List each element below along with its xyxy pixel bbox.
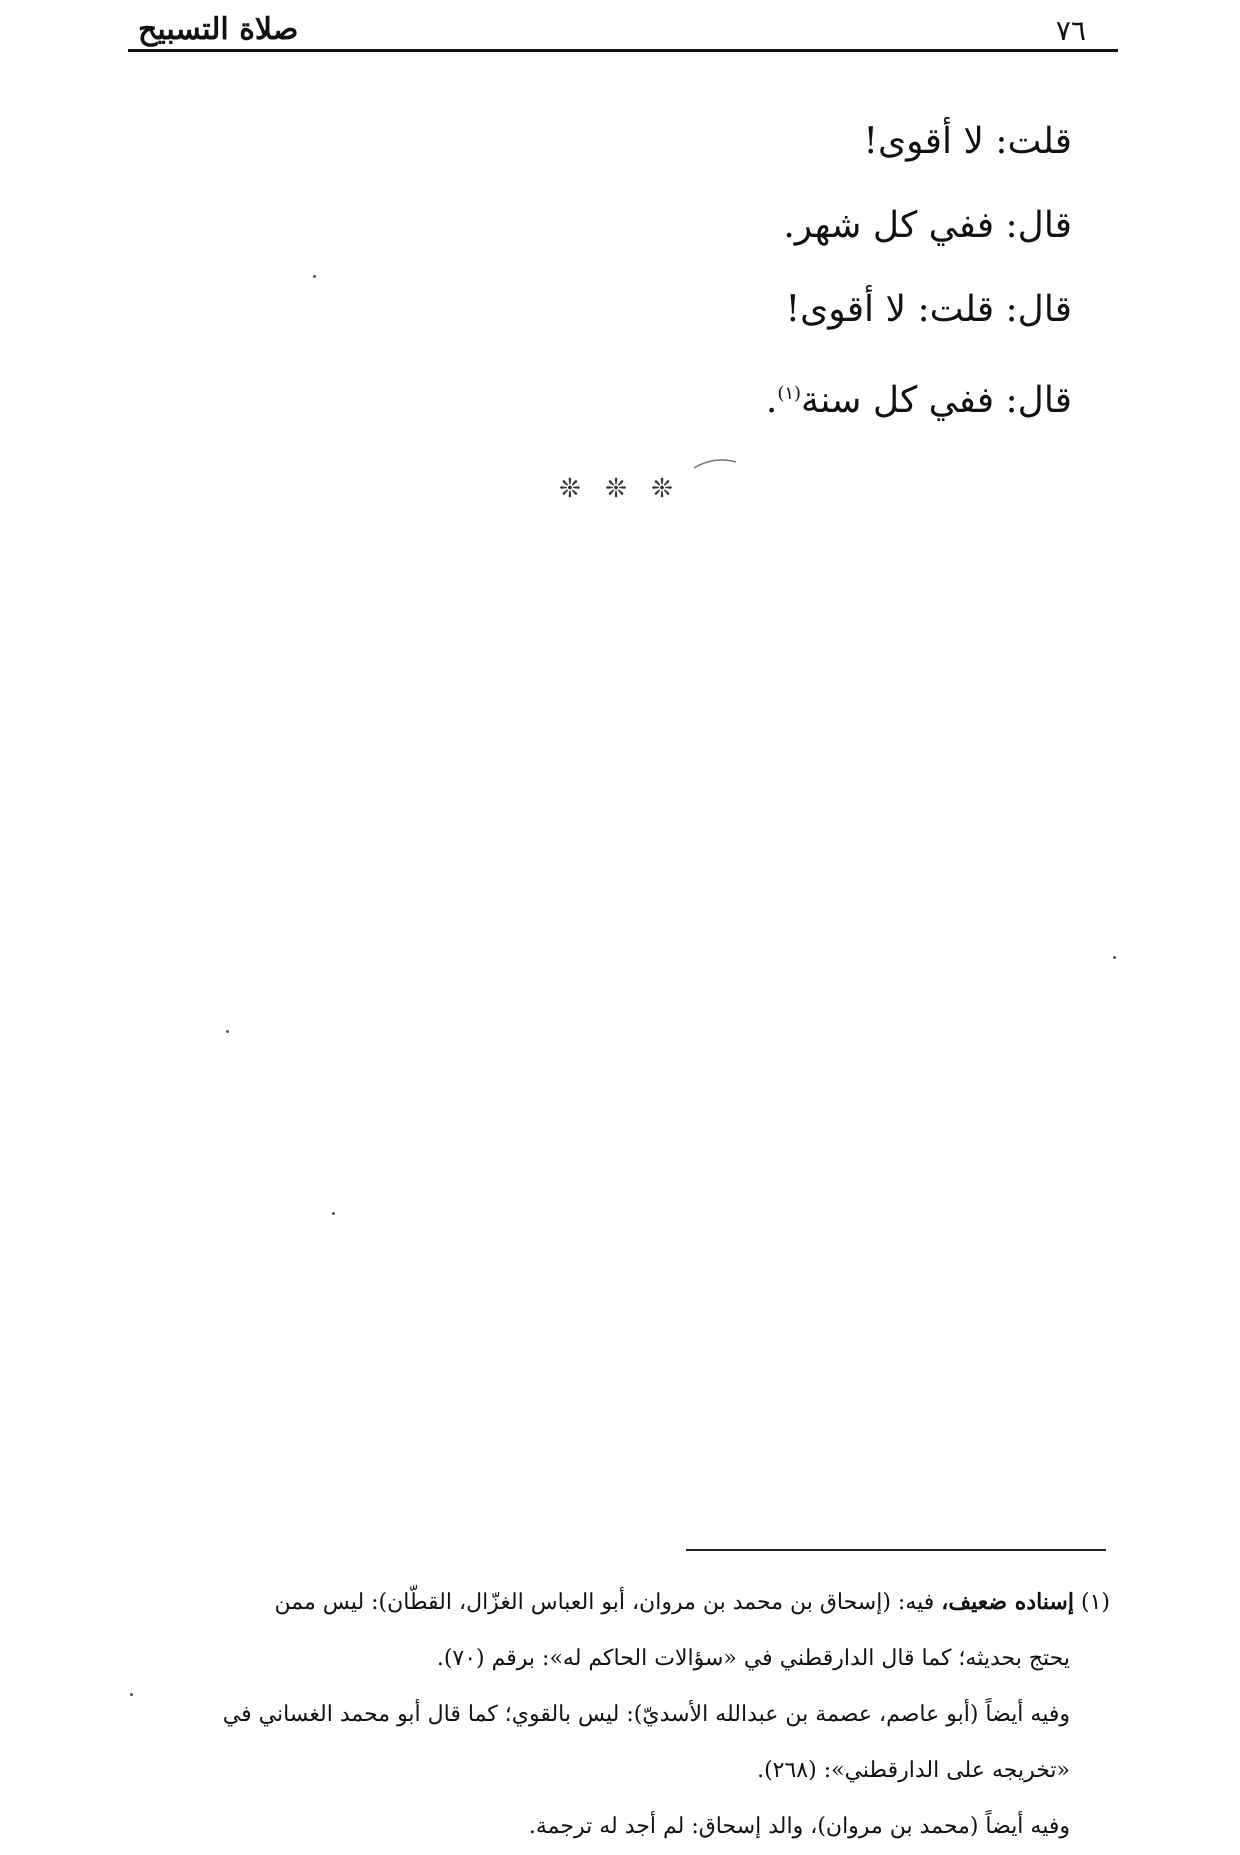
footnote-line: وفيه أيضاً (محمد بن مروان)، والد إسحاق: لم أجد له ترجمة. xyxy=(528,1814,1070,1839)
dialogue-final-punctuation: . xyxy=(765,380,778,421)
footnote-reference: (١) xyxy=(777,383,802,404)
scan-speck xyxy=(313,275,316,278)
scan-speck xyxy=(226,1030,229,1033)
scan-speck xyxy=(130,1693,133,1696)
dialogue-line-text: قال: ففي كل سنة xyxy=(801,380,1072,421)
footnote-line: وفيه أيضاً (أبو عاصم، عصمة بن عبدالله الأسديّ): ليس بالقوي؛ كما قال أبو محمد الغساني في xyxy=(222,1702,1070,1727)
scan-curve-mark xyxy=(692,456,738,470)
footnote-text: فيه: (إسحاق بن محمد بن مروان، أبو العباس الغزّال، القطّان): ليس ممن xyxy=(274,1590,935,1615)
footnote-rule xyxy=(686,1549,1106,1551)
footnote-bold-lead: إسناده ضعيف، xyxy=(941,1589,1074,1615)
page-header xyxy=(118,8,1116,48)
scan-speck xyxy=(1113,956,1116,959)
footnotes xyxy=(110,1574,1110,1855)
footnote-line: يحتج بحديثه؛ كما قال الدارقطني في «سؤالات الحاكم له»: برقم (٧٠). xyxy=(436,1646,1070,1671)
dialogue-line: قال: قلت: لا أقوى! xyxy=(785,289,1072,330)
running-title: صلاة التسبيح xyxy=(138,12,299,47)
header-rule xyxy=(128,49,1118,52)
page-number: ٧٦ xyxy=(1055,14,1086,47)
dialogue-line: قلت: لا أقوى! xyxy=(863,121,1072,162)
footnote-number: (١) xyxy=(1080,1590,1110,1615)
footnote-line xyxy=(110,1574,1110,1631)
dialogue-line: قال: ففي كل شهر. xyxy=(783,205,1072,246)
section-separator: ❊ ❊ ❊ xyxy=(559,474,681,504)
footnote-line: «تخريجه على الدارقطني»: (٢٦٨). xyxy=(757,1758,1070,1783)
scan-speck xyxy=(332,1212,335,1215)
dialogue-block xyxy=(766,112,1072,448)
dialogue-line-last xyxy=(766,364,1072,448)
